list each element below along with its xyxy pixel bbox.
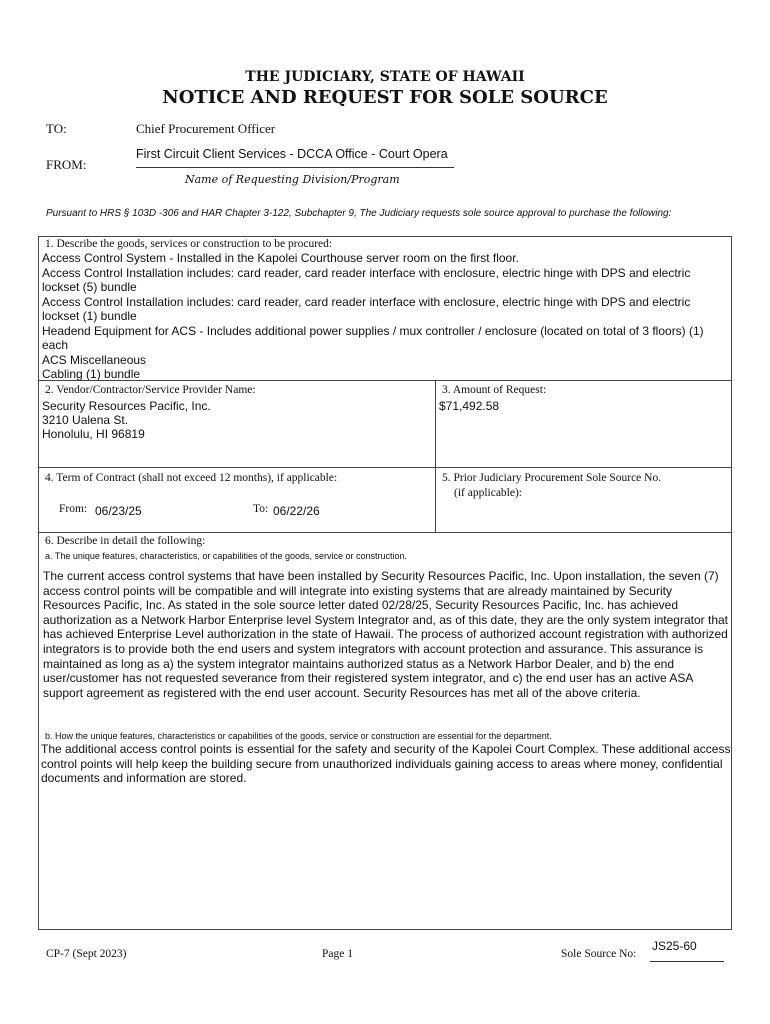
section5-sub: (if applicable): — [454, 487, 523, 499]
section5-label: 5. Prior Judiciary Procurement Sole Source No. — [442, 472, 662, 484]
section1-label: 1. Describe the goods, services or construction to be procured: — [45, 238, 333, 250]
section6b-field[interactable]: The additional access control points is essential for the safety and security of the Kapolei Court Complex. These additional access control points will help keep the building secure from unauthorized individuals gaining access to areas where money, confidential documents and information are stored. — [41, 742, 731, 786]
section3-label: 3. Amount of Request: — [442, 384, 547, 396]
vendor-name-field[interactable]: Security Resources Pacific, Inc. — [42, 399, 211, 413]
vendor-street: 3210 Ualena St. — [42, 413, 129, 427]
to-label: TO: — [46, 121, 67, 136]
sole-source-label: Sole Source No: — [561, 948, 637, 960]
term-to-field[interactable]: 06/22/26 — [273, 504, 320, 518]
term-from-field[interactable]: 06/23/25 — [95, 504, 142, 518]
section4-label: 4. Term of Contract (shall not exceed 12 months), if applicable: — [45, 472, 338, 484]
sole-source-field[interactable]: JS25-60 — [652, 939, 697, 953]
section6a-field[interactable]: The current access control systems that have been installed by Security Resources Pacific, Inc. Upon installation, the seven (7) access control points will be compatible and will integrate into existing systems that are already maintained by Security Resources Pacific, Inc. As stated in the sole source letter dated 02/28/25, Security Resources Pacific, Inc. has achieved authorization as a Network Harbor Enterprise level System Integrator and, as of this date, they are the only system integrator that has achieved Enterprise Level authorization in the state of Hawaii. The process of authorized account registration with authorized integrators is to provide both the end users and system integrators with account protection and assurance. This assurance is maintained as long as a) the system integrator maintains authorized status as a Network Harbor Dealer, and b) the end user/customer has not requested severance from their registered system integrator, and c) the end user has an active ASA support agreement as registered with the end user account. Security Resources has met all of the above criteria. — [43, 569, 729, 700]
section5-box — [435, 467, 732, 533]
page-title: NOTICE AND REQUEST FOR SOLE SOURCE — [162, 87, 608, 108]
term-to-label: To: — [253, 503, 269, 515]
header-org: THE JUDICIARY, STATE OF HAWAII — [245, 69, 525, 85]
section3-box — [435, 380, 732, 468]
from-underline — [136, 167, 454, 168]
section6a-label: a. The unique features, characteristics, or capabilities of the goods, service or construction. — [45, 551, 408, 561]
sole-source-underline — [650, 961, 724, 962]
section6b-label: b. How the unique features, characteristics or capabilities of the goods, service or construction are essential for the department. — [45, 731, 552, 741]
section1-box — [38, 236, 732, 381]
section2-label: 2. Vendor/Contractor/Service Provider Name: — [45, 384, 256, 396]
vendor-city: Honolulu, HI 96819 — [42, 427, 145, 441]
to-value: Chief Procurement Officer — [136, 121, 276, 136]
section2-box — [38, 380, 436, 468]
form-number: CP-7 (Sept 2023) — [46, 948, 127, 960]
amount-field[interactable]: $71,492.58 — [439, 399, 500, 413]
section4-box — [38, 467, 436, 533]
page-number: Page 1 — [322, 948, 353, 960]
section1-field[interactable]: Access Control System - Installed in the Kapolei Courthouse server room on the first floor. Access Control Installation includes: card reader, card reader interface with enclosure, electric hinge with DPS and electric lockset (5) bundle Access Control Installation includes: card reader, card reader interface with enclosure, electric hinge with DPS and electric lockset (1) bundle Headend Equipment for ACS - Includes additional power supplies / mux controller / enclosure (located on total of 3 floors) (1) each ACS Miscellaneous Cabling (1) bundle — [42, 251, 704, 381]
section6-label: 6. Describe in detail the following: — [45, 535, 206, 547]
from-caption: Name of Requesting Division/Program — [185, 173, 400, 186]
intro-text: Pursuant to HRS § 103D -306 and HAR Chapter 3-122, Subchapter 9, The Judiciary requests sole source approval to purchase the following: — [46, 208, 672, 219]
from-field[interactable]: First Circuit Client Services - DCCA Office - Court Opera — [136, 147, 448, 161]
term-from-label: From: — [59, 503, 88, 515]
section6-box — [38, 532, 732, 930]
from-label: FROM: — [46, 157, 87, 172]
